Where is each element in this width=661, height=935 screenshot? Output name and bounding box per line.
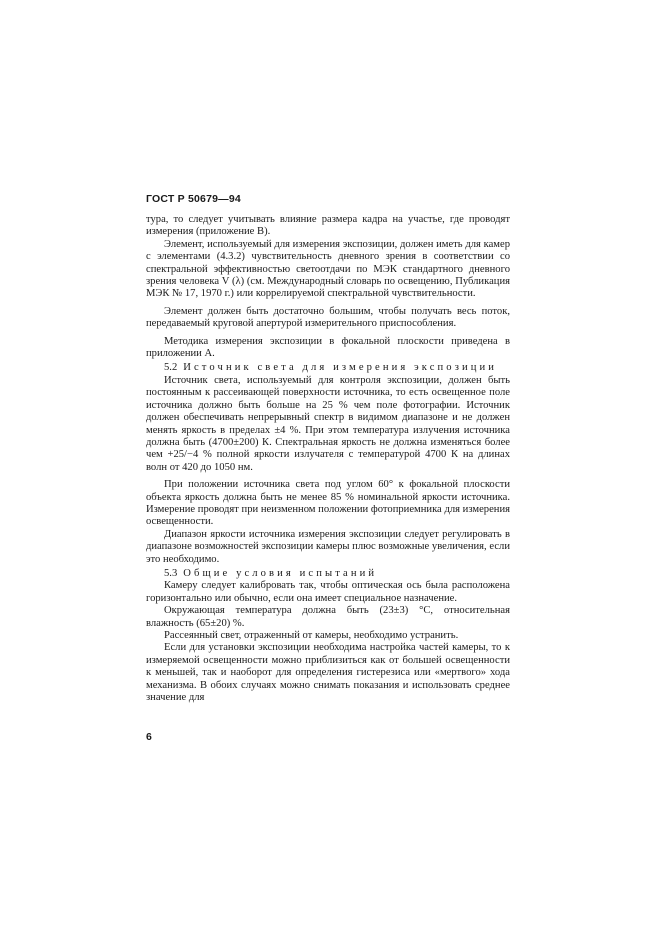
paragraph-continuation: тура, то следует учитывать влияние размера кадра на участье, где проводят измерения (приложение В).	[146, 214, 510, 238]
section-number: 5.3	[164, 567, 178, 579]
paragraph-brightness-range: Диапазон яркости источника измерения экспозиции следует регулировать в диапазоне возможностей экспозиции камеры плюс возможные увеличения, если это необходимо.	[146, 528, 510, 565]
document-header: ГОСТ Р 50679—94	[146, 193, 241, 205]
paragraph-element-size: Элемент должен быть достаточно большим, чтобы получать весь поток, передаваемый круговой апертурой измерительного приспособления.	[146, 305, 510, 330]
section-title: Общие условия испытаний	[183, 567, 378, 579]
section-title: Источник света для измерения экспозиции	[183, 362, 498, 374]
paragraph-calibration: Камеру следует калибровать так, чтобы оптическая ось была расположена горизонтально или обычно, если она имеет специальное назначение.	[146, 580, 510, 604]
section-heading-5-3	[146, 568, 510, 580]
section-heading-5-2	[146, 362, 510, 374]
page-number: 6	[146, 731, 152, 743]
paragraph-measuring-element: Элемент, используемый для измерения экспозиции, должен иметь для камер с элементами (4.3.2) чувствительность дневного зрения в соответствии со спектральной эффективностью светоотдачи по МЭК стандартного дневного зрения человека V (λ) (см. Международный словарь по освещению, Публикация МЭК № 17, 1970 г.) или коррелируемой спектральной чувствительности.	[146, 238, 510, 300]
document-body	[146, 214, 510, 704]
paragraph-exposure-setting: Если для установки экспозиции необходима настройка частей камеры, то к измеряемой освещенности можно приблизиться как от большей освещенности к меньшей, так и наоборот для определения гистерезиса или «мертвого» хода механизма. В обоих случаях можно снимать показания и использовать среднее значение для	[146, 642, 510, 704]
section-number: 5.2	[164, 362, 178, 374]
paragraph-ambient-conditions: Окружающая температура должна быть (23±3) °С, относительная влажность (65±20) %.	[146, 605, 510, 629]
paragraph-method-reference: Методика измерения экспозиции в фокальной плоскости приведена в приложении А.	[146, 335, 510, 360]
paragraph-light-source: Источник света, используемый для контроля экспозиции, должен быть постоянным к рассеивающей поверхности источника, то есть освещенное поле источника должно быть больше на 25 % чем поле фотографии. Источник должен обеспечивать непрерывный спектр в видимом диапазоне и не должен менять яркость в пределах ±4 %. При этом температура излучения источника должна быть (4700±200) К. Спектральная яркость не должна изменяться более чем +25/−4 % полной яркости излучателя с температурой 4700 К на длинах волн от 420 до 1050 нм.	[146, 374, 510, 473]
paragraph-stray-light: Рассеянный свет, отраженный от камеры, необходимо устранить.	[164, 630, 459, 641]
paragraph-source-angle: При положении источника света под углом 60° к фокальной плоскости объекта яркость должна быть не менее 85 % номинальной яркости источника. Измерение проводят при неизменном положении фотоприемника для измерения освещенности.	[146, 479, 510, 528]
